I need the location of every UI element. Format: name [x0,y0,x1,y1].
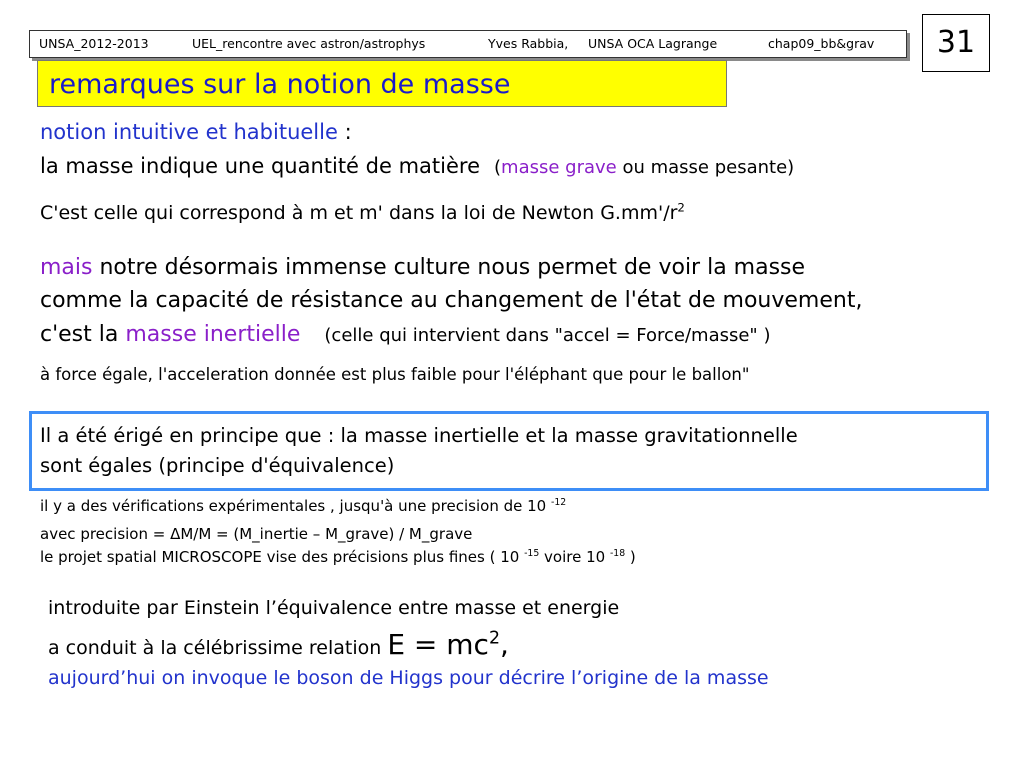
slide-title: remarques sur la notion de masse [37,60,727,107]
verification-line-2: avec precision = ΔM/M = (M_inertie – M_grave) / M_grave [40,525,473,543]
header-chapter: chap09_bb&grav [768,36,875,51]
slide-number: 31 [922,14,990,72]
emc-formula [387,628,509,661]
masse-inertielle: masse inertielle [125,322,301,347]
masse-grave: masse grave [501,157,617,178]
emc-comma: , [500,628,509,661]
einstein-line-2 [48,628,509,661]
inertial-paren: (celle qui intervient dans "accel = Force/masse" ) [324,325,771,346]
header-unit: UEL_rencontre avec astron/astrophys [192,36,426,51]
verification-text-3a: le projet spatial MICROSCOPE vise des précisions plus fines ( 10 [40,548,525,566]
verification-exp-18: -18 [609,548,626,559]
inertial-line-4: à force égale, l'acceleration donnée est plus faible pour l'éléphant que pour le ballon" [40,365,750,384]
einstein-text-2: a conduit à la célébrissime relation [48,637,388,659]
newton-exponent: 2 [677,200,685,215]
intuitive-label: notion intuitive et habituelle [40,120,338,144]
emc-text: E = mc [387,628,489,661]
verification-line-3 [40,548,636,566]
verification-exp-15: -15 [524,548,540,559]
header-author: Yves Rabbia, [488,36,569,51]
principle-line-2: sont égales (principe d'équivalence) [40,454,395,477]
header-institution: UNSA OCA Lagrange [588,36,718,51]
inertial-line1-rest: notre désormais immense culture nous permet de voir la masse [92,255,806,280]
verification-text-1: il y a des vérifications expérimentales , jusqu'à une precision de 10 [40,497,551,515]
slide-header [29,30,907,58]
mais-word: mais [40,255,93,280]
header-course: UNSA_2012-2013 [39,36,149,51]
principle-line-1: Il a été érigé en principe que : la masse inertielle et la masse gravitationnelle [40,424,798,447]
paren-open: ( [494,157,502,178]
verification-line-1 [40,497,566,515]
emc-exponent: 2 [488,628,500,649]
verification-text-3c: ) [625,548,636,566]
verification-exp-12: -12 [550,497,567,508]
intuitive-text: la masse indique une quantité de matière [40,154,480,178]
verification-text-3b: voire 10 [539,548,610,566]
inertial-line-1 [40,255,805,280]
paren-rest: ou masse pesante) [616,157,795,178]
equivalence-principle-box [29,411,989,491]
einstein-line-1: introduite par Einstein l’équivalence entre masse et energie [48,597,620,619]
intuitive-colon: : [337,120,352,144]
inertial-line-2: comme la capacité de résistance au changement de l'état de mouvement, [40,288,863,313]
higgs-line: aujourd’hui on invoque le boson de Higgs pour décrire l’origine de la masse [48,667,769,689]
newton-text: C'est celle qui correspond à m et m' dans la loi de Newton G.mm'/r [40,202,678,224]
intuitive-heading [40,120,352,144]
newton-line [40,202,685,224]
intuitive-paren [494,157,794,178]
inertial-line-3 [40,322,770,347]
inertial-line3-start: c'est la [40,322,126,347]
intuitive-line [40,154,794,178]
